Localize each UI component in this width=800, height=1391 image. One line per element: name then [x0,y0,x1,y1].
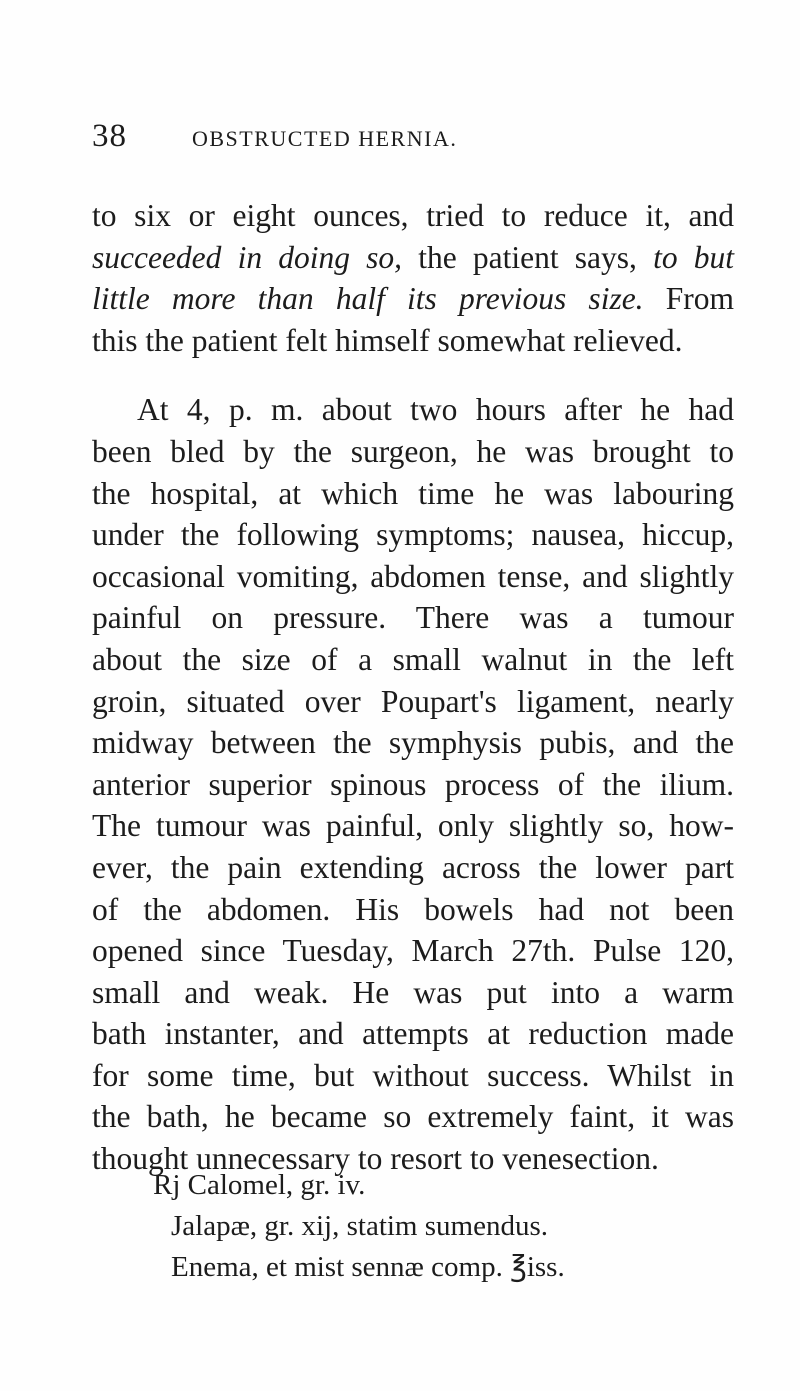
prescription-line: Enema, et mist sennæ comp. ℥iss. [171,1251,565,1283]
text-line: of the abdomen. His bowels had not been [92,891,734,927]
text-line: the hospital, at which time he was labouring [92,475,734,511]
body-text [92,195,734,1180]
text-line: ever, the pain extending across the lower part [92,849,734,885]
text-line: about the size of a small walnut in the left [92,641,734,677]
prescription-line: Rj Calomel, gr. iv. [153,1169,366,1201]
text-line: small and weak. He was put into a warm [92,974,734,1010]
text-line: opened since Tuesday, March 27th. Pulse 120, [92,933,734,969]
text-line: bath instanter, and attempts at reduction made [92,1016,734,1052]
italic-phrase: succeeded in doing so, [92,239,403,275]
text-line: to six or eight ounces, tried to reduce it, and [92,198,734,233]
text-line: The tumour was painful, only slightly so, how- [92,808,734,844]
text-line: been bled by the surgeon, he was brought to [92,433,734,469]
page-number: 38 [92,118,127,154]
text-line: At 4, p. m. about two hours after he had [137,392,734,428]
text-line: anterior superior spinous process of the ilium. [92,766,734,802]
page-header [92,118,702,158]
text-line: this the patient felt himself somewhat relieved. [92,322,683,358]
text-line: for some time, but without success. Whilst in [92,1057,734,1093]
text-line: occasional vomiting, abdomen tense, and slightly [92,558,734,594]
paragraph-1 [92,195,734,361]
text-line [92,278,734,320]
text-run: From [643,281,734,317]
italic-phrase: little more than half its previous size. [92,281,644,317]
text-line: thought unnecessary to resort to venesection. [92,1141,659,1177]
text-line: midway between the symphysis pubis, and the [92,725,734,761]
prescription [153,1165,565,1288]
text-line: groin, situated over Poupart's ligament, nearly [92,683,734,719]
running-head: OBSTRUCTED HERNIA. [192,126,458,151]
text-line: painful on pressure. There was a tumour [92,600,734,636]
text-line: under the following symptoms; nausea, hiccup, [92,517,734,553]
text-line: the bath, he became so extremely faint, it was [92,1099,734,1135]
prescription-line: Jalapæ, gr. xij, statim sumendus. [171,1210,548,1242]
paragraph-2 [92,389,734,1179]
italic-phrase: to but [653,239,734,275]
text-line [92,237,734,279]
text-run: the patient says, [402,239,654,275]
